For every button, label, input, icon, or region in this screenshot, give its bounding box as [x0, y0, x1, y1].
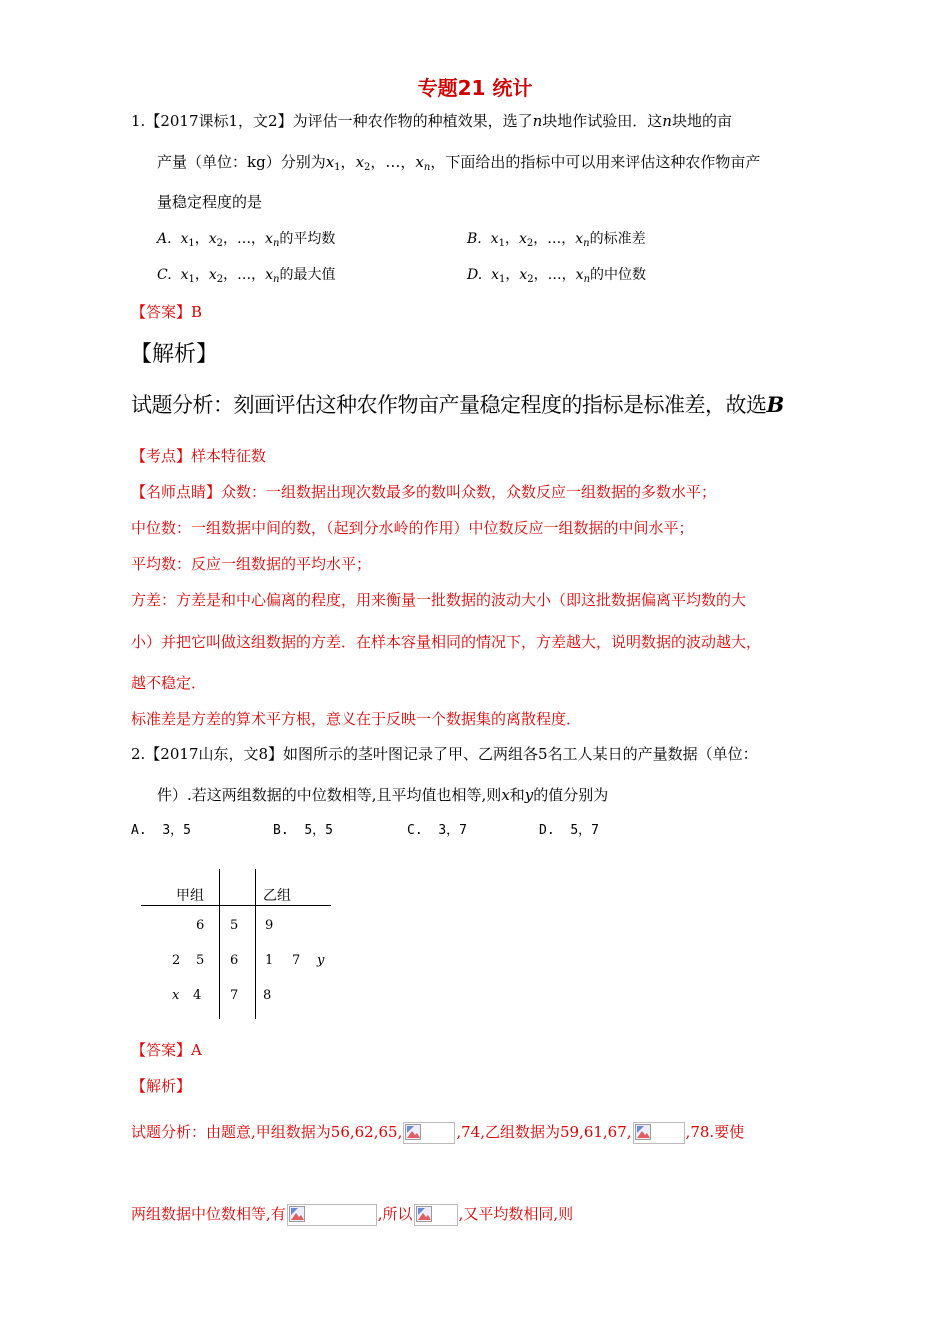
- q1-number: 1.: [131, 112, 146, 130]
- q1-note-0: 【名师点睛】众数：一组数据出现次数最多的数叫众数，众数反应一组数据的多数水平；: [131, 483, 717, 501]
- q1-line2-a: 产量（单位：kg）分别为: [157, 153, 326, 171]
- q2-line1: 2.【2017山东，文8】如图所示的茎叶图记录了甲、乙两组各5名工人某日的产量数据（单位：: [131, 745, 758, 763]
- stem: 6: [230, 953, 239, 968]
- q1-note-2: 平均数：反应一组数据的平均水平；: [131, 555, 372, 573]
- left-leaf: 4: [193, 988, 202, 1003]
- broken-image-icon: [287, 1204, 377, 1226]
- stem-leaf-hline: [141, 905, 331, 906]
- q1-note-4: 小）并把它叫做这组数据的方差．在样本容量相同的情况下，方差越大，说明数据的波动越大，: [131, 633, 762, 651]
- q2-jiexi-heading: 【解析】: [131, 1077, 192, 1095]
- q1-line2-b: ，下面给出的指标中可以用来评估这种农作物亩产: [430, 153, 761, 171]
- q1-option-b: B. $x_1$，$x_2$，…，$x_n$的标准差: [467, 231, 646, 249]
- q2-solution-line1: 试题分析：由题意,甲组数据为56,62,65, ,74,乙组数据为59,61,67, ,78.要使: [131, 1121, 744, 1144]
- left-leaf: x: [172, 988, 180, 1003]
- page-title: 专题21 统计: [417, 76, 533, 100]
- q1-line3: 量稳定程度的是: [157, 193, 263, 211]
- stem-leaf-vline-right: [255, 869, 256, 1019]
- right-group-header: 乙组: [263, 888, 291, 904]
- q1-note-1: 中位数：一组数据中间的数，（起到分水岭的作用）中位数反应一组数据的中间水平；: [131, 519, 694, 537]
- broken-image-icon: [414, 1204, 458, 1226]
- q1-stem-a: 为评估一种农作物的种植效果，选了: [292, 112, 533, 130]
- stem-leaf-vline-left: [219, 869, 220, 1019]
- q2-option-b: B. 5，5: [273, 823, 333, 838]
- q1-n-var-2: n: [662, 112, 672, 130]
- right-leaf: y: [317, 953, 325, 968]
- q1-option-a: A. $x_1$，$x_2$，…，$x_n$的平均数: [157, 231, 336, 249]
- q1-answer: 【答案】B: [131, 303, 203, 321]
- q1-line1: [131, 111, 732, 131]
- right-leaf: 1: [265, 953, 274, 968]
- stem: 5: [230, 918, 239, 933]
- q1-option-d: D. $x_1$，$x_2$，…，$x_n$的中位数: [467, 267, 647, 285]
- q1-stem-c: 块地的亩: [671, 112, 732, 130]
- q2-option-a: A. 3，5: [131, 823, 191, 838]
- q2-answer: 【答案】A: [131, 1041, 202, 1059]
- left-leaf: 5: [196, 953, 205, 968]
- q1-option-c: C. $x_1$，$x_2$，…，$x_n$的最大值: [157, 267, 336, 285]
- left-leaf: 2: [172, 953, 181, 968]
- q1-jiexi-heading: 【解析】: [130, 342, 219, 367]
- q2-solution-line2: 两组数据中位数相等,有 ,所以 ,又平均数相同,则: [131, 1203, 573, 1226]
- q1-note-5: 越不稳定．: [131, 674, 207, 692]
- q2-option-c: C. 3，7: [407, 823, 467, 838]
- right-leaf: 9: [265, 918, 274, 933]
- q2-line2: 件）.若这两组数据的中位数相等,且平均值也相等,则x和y的值分别为: [157, 786, 609, 804]
- right-leaf: 8: [263, 988, 272, 1003]
- q1-note-3: 方差：方差是和中心偏离的程度，用来衡量一批数据的波动大小（即这批数据偏离平均数的大: [131, 591, 747, 609]
- q1-line2: 产量（单位：kg）分别为$x_1$，$x_2$，…，$x_n$，下面给出的指标中可以用来评估这种农作物亩产: [157, 153, 761, 173]
- right-leaf: 7: [292, 953, 301, 968]
- left-group-header: 甲组: [176, 888, 204, 904]
- q1-n-var: n: [532, 112, 543, 130]
- q1-stem-b: 块地作试验田．这: [542, 112, 663, 130]
- q1-note-6: 标准差是方差的算术平方根，意义在于反映一个数据集的离散程度．: [131, 710, 582, 728]
- q1-source: 【2017课标1，文2】: [145, 112, 293, 130]
- stem: 7: [230, 988, 239, 1003]
- q1-analysis: 试题分析：刻画评估这种农作物亩产量稳定程度的指标是标准差，故选B: [131, 392, 784, 417]
- q2-option-d: D. 5，7: [539, 823, 599, 838]
- left-leaf: 6: [196, 918, 205, 933]
- q1-kaodian: 【考点】样本特征数: [131, 447, 267, 465]
- broken-image-icon: [403, 1122, 455, 1144]
- broken-image-icon: [633, 1122, 685, 1144]
